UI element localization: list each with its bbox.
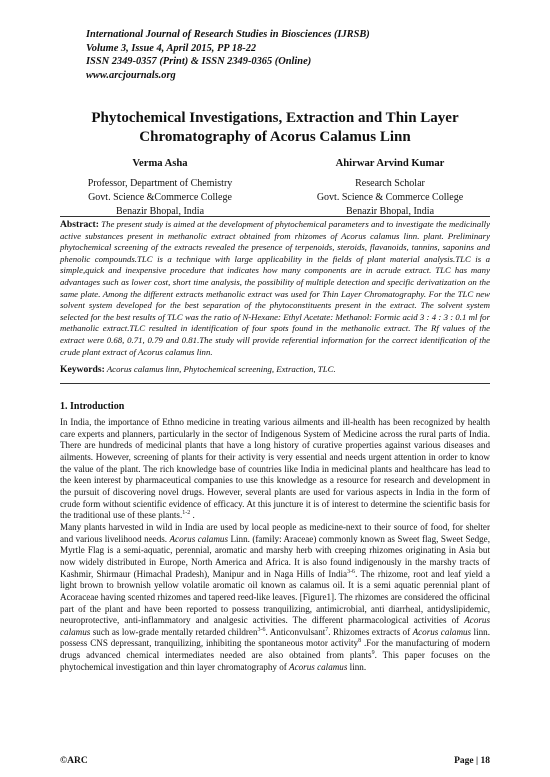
author-name: Verma Asha [132, 158, 188, 169]
author-dept: Professor, Department of Chemistry [87, 178, 233, 189]
author-college: Govt. Science &Commerce College [88, 192, 232, 203]
author-1 [60, 157, 260, 219]
author-name: Ahirwar Arvind Kumar [335, 158, 445, 169]
keywords-text: Acorus calamus linn, Phytochemical screening, Extraction, TLC. [106, 364, 336, 374]
keywords-label: Keywords: [60, 364, 105, 375]
journal-issue: Volume 3, Issue 4, April 2015, PP 18-22 [86, 42, 257, 54]
paragraph: Many plants harvested in wild in India are used by local people as medicine-next to their source of food, for shelter and various livelihood needs. Acorus calamus Linn. (family: Araceae) commonly known as Sweet flag, Sweet Sedge, Myrtle Flag is a semi-aquatic, perennial, aromatic and marshy herb with creeping rhizomes originating in Asia but now widely distributed in Europe, North America and Africa. It is also found indigenously in the marshy tracts of Kashmir, Shirmaur (Himachal Pradesh), Manipur and in Naga Hills of India$^{3-6}$. The rhizome, root and leaf yield a light brown to brownish yellow volatile aromatic oil known as calamus oil. It is a semi aquatic perennial plant of Acoraceae having scented rhizomes and tapered reed-like leaves. [Figure1]. The rhizomes are considered the officinal part of the plant and have been reported to possess tranquilizing, antimicrobial, anti diarrheal, antidyslipidemic, neuroprotective, anti-inflammatory and analgesic activities. The different pharmacological activities of Acorus calamus such as low-grade mentally retarded children$^{3-6}$. Anticonvulsant$^7$. Rhizomes extracts of Acorus calamus linn. possess CNS depressant, tranquilizing, inhibiting the spontaneous motor activity$^8$ .For the manufacturing of modern drugs advanced chemical intermediates needed are also obtained from plants$^9$. This paper focuses on the phytochemical investigation and thin layer chromatography of Acorus calamus linn. [60, 521, 491, 672]
abstract [60, 219, 490, 358]
author-dept: Research Scholar [355, 178, 425, 189]
footer-publisher: ©ARC [60, 756, 88, 766]
abstract-label: Abstract: [60, 219, 99, 230]
abstract-bottom-rule [60, 383, 490, 384]
paper-title [60, 109, 490, 147]
author-city: Benazir Bhopal, India [345, 206, 435, 217]
author-city: Benazir Bhopal, India [115, 206, 205, 217]
keywords [60, 364, 490, 375]
title-line-1: Phytochemical Investigations, Extraction and Thin Layer [91, 110, 459, 126]
abstract-top-rule [60, 216, 490, 217]
journal-name: International Journal of Research Studies in Biosciences (IJRSB) [86, 29, 370, 40]
abstract-text: The present study is aimed at the development of phytochemical parameters and to investigate the medicinally active substances present in methanolic extract obtained from rhizomes of Acorus calamus linn. plant. Preliminary phytochemical screening of the extracts revealed the presence of terpenoids, steroids, flavanoids, tannins, saponins and phenolic compounds.TLC is a technique with large applicability in the fields of plant material analysis.TLC is a simple,quick and inexpensive procedure that indicates how many components are in acrude extract. TLC has many advantages such as lower cost, short time analysis, the possibility of multiple detection and specific derivatization on the same plate. Among the different extracts methanolic extract was used for Thin Layer Chromatography. For the TLC new solvent system developed for the best separation of the phytoconstituents present in the extract. The solvent system selected for the best results of TLC was the ratio of N-Hexane: Ethyl Acetate: Methanol: Formic acid 3 : 4 : 3 : 0.1 ml for methanolic extract.TLC resulted in identification of four spots found in the methanolic extract. The Rf values of the extract were 0.68, 0.71, 0.79 and 0.81.The study will provide referential information for the correct identification of the crude plant extract of Acorus calamus linn. [60, 219, 490, 357]
author-college: Govt. Science & Commerce College [316, 192, 464, 203]
section-heading: 1. Introduction [60, 401, 125, 412]
author-2 [290, 157, 490, 219]
page-footer [60, 756, 490, 766]
paragraph: In India, the importance of Ethno medicine in treating various ailments and ill-health has been recognized by health care experts and planners, particularly in the sector of Indigenous System of Medicine across the rural parts of India. There are hundreds of medicinal plants that have a long history of curative properties against various diseases and ailments. However, screening of plants for their activity is very essential and needs urgent attention in order to know the value of the plant. The rich knowledge base of countries like India in medicinal plants and healthcare has lead to the keen interest by pharmaceutical companies to use this knowledge as a resource for research and development in the pursuit of discovering novel drugs. However, several plants are used for various aspects in India in the form of crude form without scientific evidence of efficacy. At this juncture it is of interest to determine the scientific basis for the traditional use of these plants.$^{1-2}$ . [60, 417, 490, 521]
journal-header [86, 28, 370, 82]
journal-issn: ISSN 2349-0357 (Print) & ISSN 2349-0365 (Online) [86, 56, 312, 68]
journal-url[interactable]: www.arcjournals.org [86, 69, 176, 81]
introduction-body [60, 417, 490, 673]
page-number: Page | 18 [454, 756, 490, 766]
title-line-2: Chromatography of Acorus Calamus Linn [139, 129, 411, 145]
